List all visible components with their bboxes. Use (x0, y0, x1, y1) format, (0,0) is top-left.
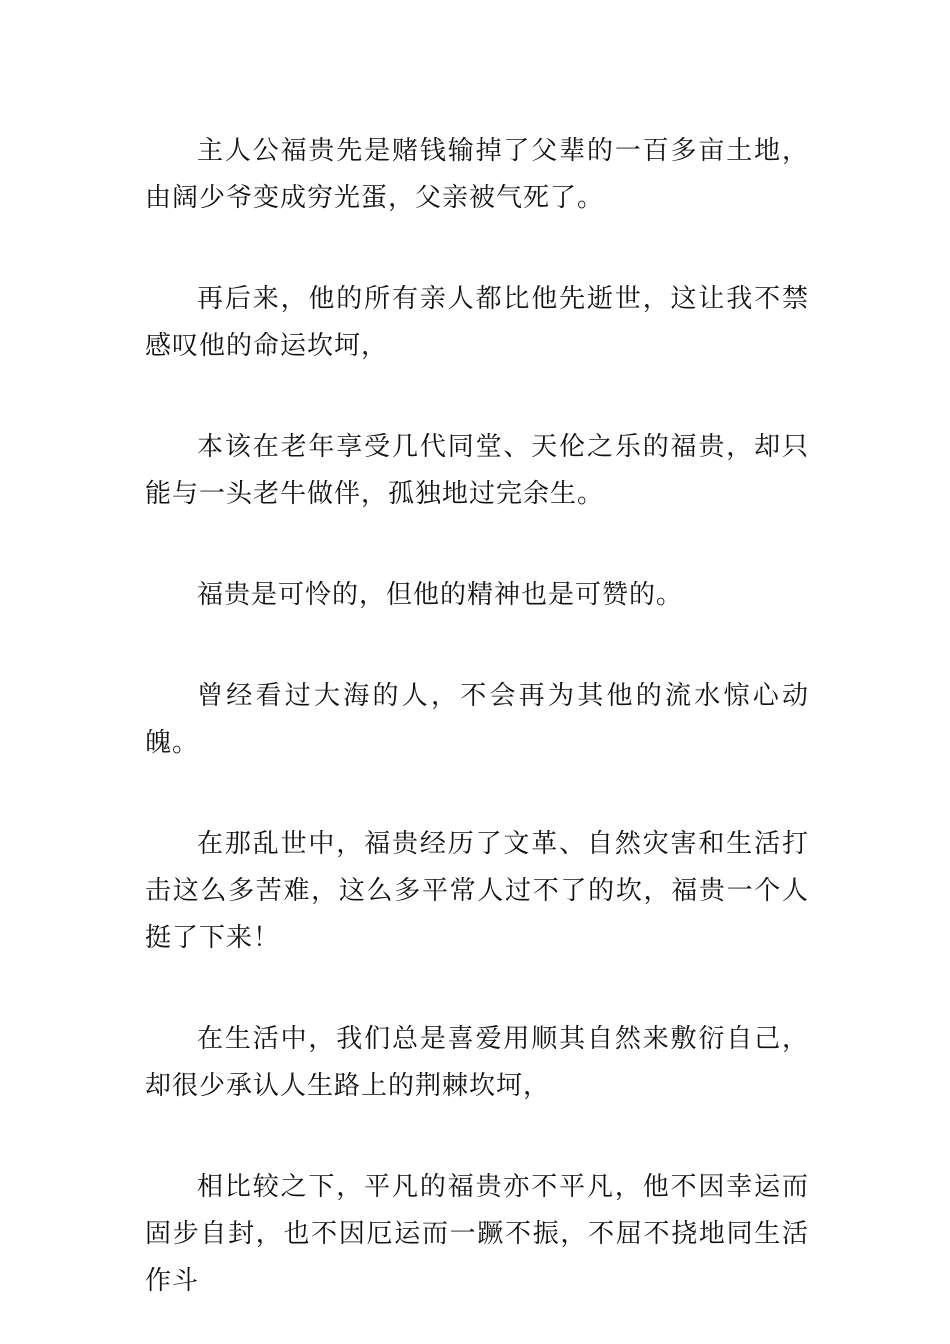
paragraph-7: 在生活中，我们总是喜爱用顺其自然来敷衍自己，却很少承认人生路上的荆棘坎坷， (145, 1024, 809, 1101)
document-body (145, 128, 809, 1305)
paragraph-3: 本该在老年享受几代同堂、天伦之乐的福贵，却只能与一头老牛做伴，孤独地过完余生。 (145, 432, 809, 509)
paragraph-4: 福贵是可怜的，但他的精神也是可赞的。 (197, 580, 684, 610)
paragraph-8: 相比较之下，平凡的福贵亦不平凡，他不因幸运而固步自封，也不因厄运而一蹶不振，不屈不挠地同生活作斗 (145, 1172, 809, 1296)
paragraph-5: 曾经看过大海的人，不会再为其他的流水惊心动魄。 (145, 681, 809, 758)
paragraph-1: 主人公福贵先是赌钱输掉了父辈的一百多亩土地，由阔少爷变成穷光蛋，父亲被气死了。 (145, 136, 809, 213)
paragraph-6: 在那乱世中，福贵经历了文革、自然灾害和生活打击这么多苦难，这么多平常人过不了的坎，福贵一个人挺了下来！ (145, 829, 809, 953)
paragraph-2: 再后来，他的所有亲人都比他先逝世，这让我不禁感叹他的命运坎坷， (145, 284, 809, 361)
